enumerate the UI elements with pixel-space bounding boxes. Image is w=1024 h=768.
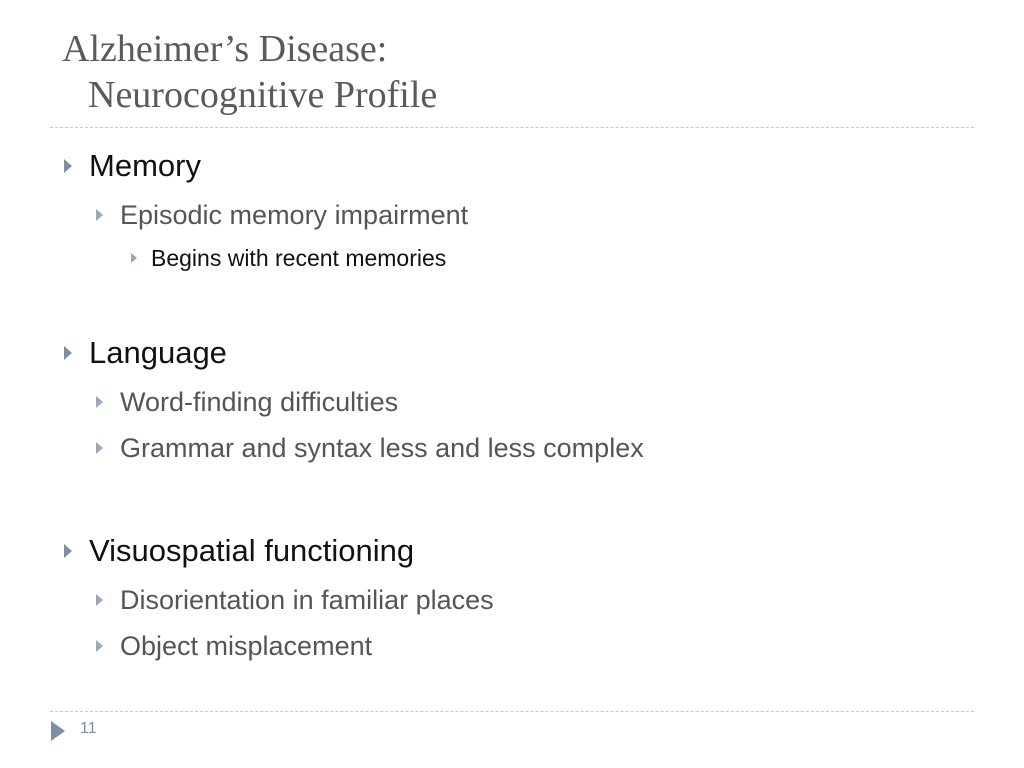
bullet-text: Word-finding difficulties	[120, 386, 399, 417]
bullet-arrow-icon	[96, 209, 103, 221]
bullet-language	[64, 331, 227, 375]
bullet-arrow-icon	[64, 346, 72, 360]
bullet-object-misplacement	[96, 627, 372, 665]
section-heading: Memory	[89, 148, 201, 183]
bullet-arrow-icon	[96, 640, 103, 652]
title-line-2: Neurocognitive Profile	[88, 74, 438, 116]
bullet-arrow-icon	[131, 253, 137, 263]
bullet-visuospatial	[64, 529, 414, 573]
bullet-word-finding	[96, 383, 398, 421]
section-heading: Language	[89, 335, 227, 370]
bullet-arrow-icon	[64, 159, 72, 173]
bullet-recent-memories	[131, 242, 446, 274]
bullet-memory	[64, 144, 201, 188]
bullet-arrow-icon	[96, 594, 103, 606]
bullet-disorientation	[96, 581, 494, 619]
bullet-text: Object misplacement	[120, 630, 373, 661]
footer-divider	[50, 711, 974, 712]
bullet-grammar-syntax	[96, 429, 644, 467]
bullet-text: Episodic memory impairment	[120, 199, 469, 230]
page-number: 11	[80, 720, 97, 737]
title-line-1: Alzheimer’s Disease:	[62, 28, 388, 70]
footer-arrow-icon	[51, 721, 65, 741]
bullet-episodic-memory	[96, 196, 468, 234]
bullet-arrow-icon	[96, 442, 103, 454]
bullet-text: Begins with recent memories	[151, 244, 447, 271]
bullet-arrow-icon	[64, 544, 72, 558]
section-heading: Visuospatial functioning	[89, 533, 415, 568]
bullet-arrow-icon	[96, 396, 103, 408]
bullet-text: Grammar and syntax less and less complex	[120, 432, 644, 463]
bullet-text: Disorientation in familiar places	[120, 584, 494, 615]
